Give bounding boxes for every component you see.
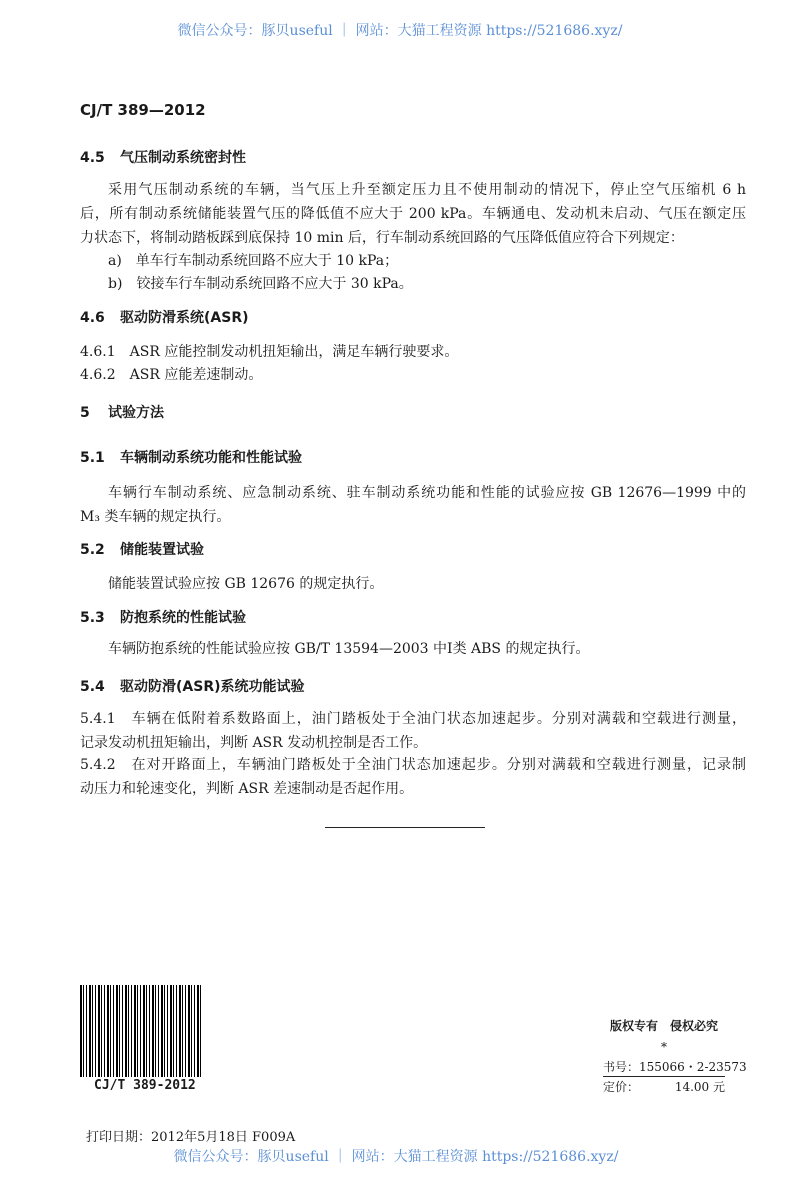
section-5-1-heading <box>80 449 302 467</box>
section-number: 5.3 <box>80 610 105 626</box>
paragraph-line: 采用气压制动系统的车辆，当气压上升至额定压力且不使用制动的情况下，停止空气压缩机 6 h <box>108 182 746 198</box>
paragraph-line: 后，所有制动系统储能装置气压的降低值不应大于 200 kPa。车辆通电、发动机未启动、气压在额定压 <box>80 206 746 222</box>
list-item-a: a) 单车行车制动系统回路不应大于 10 kPa； <box>108 253 399 269</box>
copyright-notice: 版权专有 侵权必究 <box>610 1019 719 1033</box>
paragraph-line: 力状态下，将制动踏板踩到底保持 10 min 后，行车制动系统回路的气压降低值应符合下列规定： <box>80 230 684 246</box>
clause-4-6-1: 4.6.1 ASR 应能控制发动机扭矩输出，满足车辆行驶要求。 <box>80 344 459 360</box>
watermark-bottom: 微信公众号：豚贝useful ｜ 网站：大猫工程资源 https://521686.xyz/ <box>173 1149 619 1165</box>
header-standard-no: CJ/T 389—2012 <box>80 101 206 119</box>
end-rule <box>325 827 485 828</box>
barcode-text: CJ/T 389-2012 <box>94 1078 196 1093</box>
clause-4-6-2: 4.6.2 ASR 应能差速制动。 <box>80 367 263 383</box>
section-5-2-heading <box>80 541 204 559</box>
section-number: 5.1 <box>80 450 105 466</box>
book-number: 书号：155066・2-23573 <box>603 1060 747 1074</box>
barcode <box>80 985 203 1077</box>
section-number: 5 <box>80 405 90 421</box>
paragraph-line: 车辆行车制动系统、应急制动系统、驻车制动系统功能和性能的试验应按 GB 12676—1999 中的 <box>108 485 746 501</box>
section-title: 储能装置试验 <box>120 542 204 558</box>
watermark-top: 微信公众号：豚贝useful ｜ 网站：大猫工程资源 https://521686.xyz/ <box>177 23 623 39</box>
price-label: 定价： <box>603 1080 640 1094</box>
print-date: 打印日期：2012年5月18日 F009A <box>86 1130 296 1145</box>
section-title: 驱动防滑系统(ASR) <box>120 310 249 326</box>
paragraph-line: 5.4.1 车辆在低附着系数路面上，油门踏板处于全油门状态加速起步。分别对满载和空载进行测量， <box>80 711 746 727</box>
section-title: 气压制动系统密封性 <box>120 150 246 166</box>
divider <box>603 1076 725 1077</box>
paragraph-line: 储能装置试验应按 GB 12676 的规定执行。 <box>108 576 384 592</box>
list-item-b: b) 铰接车行车制动系统回路不应大于 30 kPa。 <box>108 276 413 292</box>
section-title: 驱动防滑(ASR)系统功能试验 <box>120 679 305 695</box>
section-title: 车辆制动系统功能和性能试验 <box>120 450 302 466</box>
paragraph-line: 动压力和轮速变化，判断 ASR 差速制动是否起作用。 <box>80 781 414 797</box>
section-5-3-heading <box>80 609 246 627</box>
section-number: 4.6 <box>80 310 105 326</box>
section-title: 防抱系统的性能试验 <box>120 610 246 626</box>
paragraph-line: 车辆防抱系统的性能试验应按 GB/T 13594—2003 中Ⅰ类 ABS 的规定执行。 <box>108 641 590 657</box>
paragraph-line: M₃ 类车辆的规定执行。 <box>80 509 231 525</box>
section-number: 4.5 <box>80 150 105 166</box>
section-4-6-heading <box>80 309 249 327</box>
paragraph-line: 记录发动机扭矩输出，判断 ASR 发动机控制是否工作。 <box>80 735 428 751</box>
section-5-4-heading <box>80 678 305 696</box>
section-title: 试验方法 <box>108 405 164 421</box>
star-mark: * <box>661 1040 667 1054</box>
price-value: 14.00 元 <box>674 1080 725 1094</box>
section-number: 5.4 <box>80 679 105 695</box>
paragraph-line: 5.4.2 在对开路面上，车辆油门踏板处于全油门状态加速起步。分别对满载和空载进行测量，记录制 <box>80 757 746 773</box>
section-number: 5.2 <box>80 542 105 558</box>
section-5-heading <box>80 404 164 422</box>
section-4-5-heading <box>80 149 246 167</box>
